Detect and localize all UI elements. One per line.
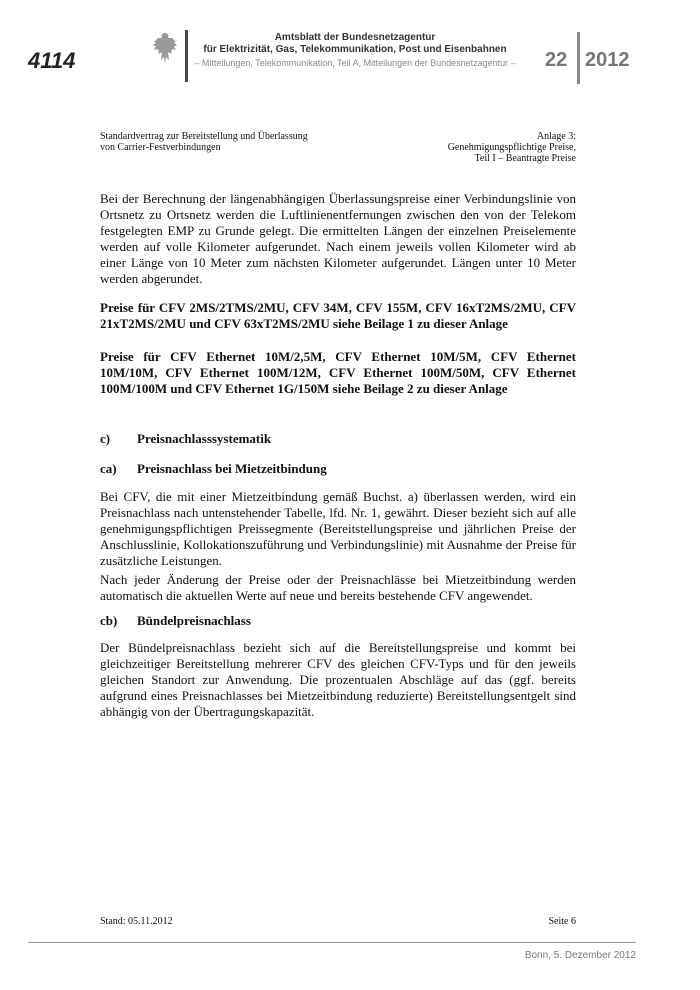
- annex-title-line: Teil I – Beantragte Preise: [474, 153, 576, 164]
- header-divider: [185, 30, 188, 82]
- journal-title: Amtsblatt der Bundesnetzagentur: [274, 32, 436, 43]
- heading-c: [100, 431, 271, 447]
- heading-title: Preisnachlasssystematik: [137, 431, 272, 446]
- section-subtitle: – Mitteilungen, Telekommunikation, Teil A, Mitteilungen der Bundesnetzagentur –: [194, 58, 516, 68]
- heading-ca: [100, 461, 327, 477]
- annex-title: [448, 131, 576, 164]
- footer-stand: Stand: 05.11.2012: [100, 916, 173, 927]
- contract-title: [100, 131, 308, 153]
- issue-number: 22: [545, 49, 568, 71]
- heading-cb: [100, 613, 251, 629]
- paragraph-price-changes: Nach jeder Änderung der Preise oder der Preisnachlässe bei Mietzeitbindung werden automatisch die aktuellen Werte auf neue und bereits bestehende CFV angewendet.: [100, 572, 576, 603]
- heading-title: Bündelpreisnachlass: [137, 613, 251, 628]
- paragraph-length-pricing: Bei der Berechnung der längenabhängigen Überlassungspreise einer Verbindungslinie von Ortsnetz zu Ortsnetz werden die Luftlinienentfernungen zwischen den von der Telekom festgelegten EMP zu Grunde gelegt. Die ermittelten Längen der einzelnen Preiselemente werden auf volle Kilometer aufgerundet. Nach einem jeweils vollen Kilometer wird ab einer Länge von 10 Meter zum nächsten Kilometer aufgerundet. Längen unter 10 Meter werden abgerundet.: [100, 191, 576, 286]
- annex-title-line: Genehmigungspflichtige Preise,: [447, 142, 576, 153]
- footer-divider: [28, 942, 636, 943]
- page-number: 4114: [28, 48, 76, 73]
- issue-year: 2012: [585, 49, 630, 71]
- footer-place-date: Bonn, 5. Dezember 2012: [524, 950, 636, 961]
- journal-subtitle: für Elektrizität, Gas, Telekommunikation, Post und Eisenbahnen: [203, 44, 507, 55]
- contract-title-line: Standardvertrag zur Bereitstellung und Überlassung: [100, 131, 308, 142]
- footer-page: Seite 6: [548, 916, 576, 927]
- heading-label: c): [100, 431, 111, 446]
- issue-divider: [577, 32, 580, 84]
- annex-title-line: Anlage 3:: [536, 131, 576, 142]
- heading-title: Preisnachlass bei Mietzeitbindung: [137, 461, 327, 476]
- paragraph-prices-cfv: Preise für CFV 2MS/2TMS/2MU, CFV 34M, CFV 155M, CFV 16xT2MS/2MU, CFV 21xT2MS/2MU und CFV 63xT2MS/2MU siehe Beilage 1 zu dieser Anlage: [100, 300, 576, 331]
- paragraph-bundle-discount: Der Bündelpreisnachlass bezieht sich auf die Bereitstellungspreise und kommt bei gleichzeitiger Bereitstellung mehrerer CFV des gleichen CFV-Typs und für den jeweils gleichen Standort zur Anwendung. Die prozentualen Abschläge auf das (ggf. bereits aufgrund eines Preisnachlasses bei Mietzeitbindung reduzierte) Bereitstellungsentgelt sind abhängig von der Übertragungskapazität.: [100, 640, 576, 719]
- contract-title-line: von Carrier-Festverbindungen: [100, 142, 221, 153]
- heading-label: cb): [100, 613, 118, 628]
- federal-eagle-icon: [150, 30, 180, 66]
- paragraph-rental-discount: Bei CFV, die mit einer Mietzeitbindung gemäß Buchst. a) überlassen werden, wird ein Preisnachlass nach untenstehender Tabelle, lfd. Nr. 1, gewährt. Dieser bezieht sich auf alle genehmigungspflichtigen Preissegmente (Bereitstellungspreise und jährlichen Preise der Anschlusslinie, Kollokationszuführung und Verbindungslinie) mit Ausnahme der Preise für zusätzliche Leistungen.: [100, 489, 576, 568]
- paragraph-prices-ethernet: Preise für CFV Ethernet 10M/2,5M, CFV Ethernet 10M/5M, CFV Ethernet 10M/10M, CFV Ethernet 100M/12M, CFV Ethernet 100M/50M, CFV Ethernet 100M/100M und CFV Ethernet 1G/150M siehe Beilage 2 zu dieser Anlage: [100, 349, 576, 396]
- heading-label: ca): [100, 461, 117, 476]
